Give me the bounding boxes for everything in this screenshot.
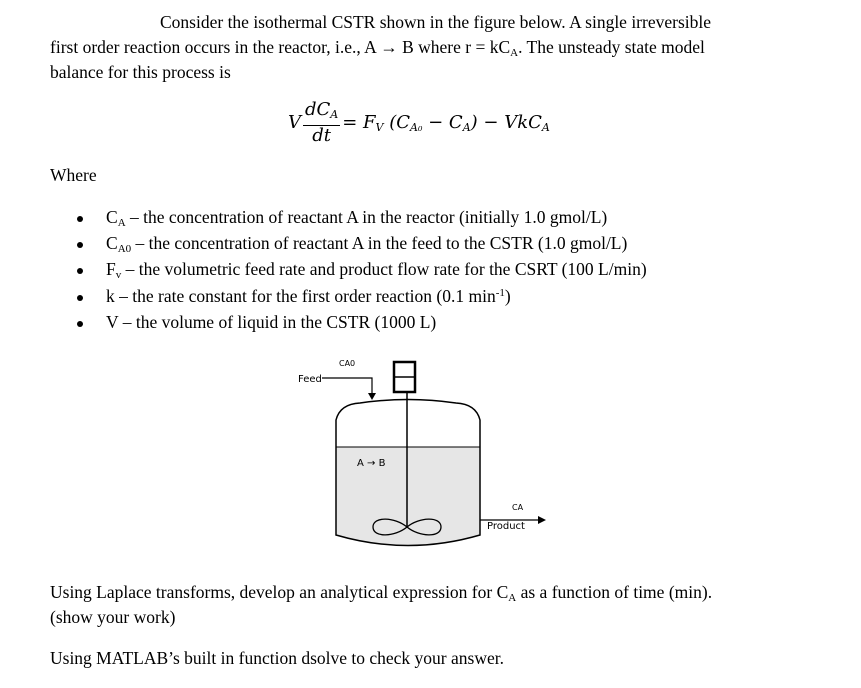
subscript: A: [330, 108, 339, 121]
feed-arrow-icon: [368, 393, 376, 400]
question-text: as a function of time (min).: [516, 582, 713, 602]
subscript: A0: [117, 243, 132, 255]
symbol: C: [106, 233, 118, 253]
symbol: k: [106, 286, 115, 306]
product-concentration-label: CA: [512, 503, 524, 512]
feed-label: Feed: [298, 374, 322, 385]
eq-text: dC: [305, 99, 331, 120]
product-label: Product: [487, 521, 525, 532]
feed-concentration-label: CA0: [339, 359, 356, 368]
symbol: F: [106, 259, 116, 279]
product-arrow-icon: [538, 516, 546, 524]
bullet-text: – the volumetric feed rate and product flow rate for the CSRT (100 L/min): [121, 259, 647, 279]
subscript: A: [541, 121, 550, 134]
superscript: -1: [495, 287, 505, 299]
feed-line: [322, 378, 372, 394]
subscript: v: [115, 269, 122, 281]
bullet-text: ): [504, 286, 511, 306]
fraction-denominator: dt: [312, 125, 331, 146]
eq-text: (C: [383, 112, 411, 133]
bullet-text: – the concentration of reactant A in the reactor (initially 1.0 gmol/L): [125, 207, 608, 227]
intro-line-3: balance for this process is: [50, 62, 231, 82]
eq-text: − C: [422, 112, 463, 133]
eq-volume: V: [288, 112, 301, 133]
question-text: Using Laplace transforms, develop an analytical expression for C: [50, 582, 509, 602]
subscript: A₀: [410, 121, 423, 134]
eq-text: ) − VkC: [470, 112, 542, 133]
intro-text: . The unsteady state model: [518, 37, 705, 57]
bullet-text: – the volume of liquid in the CSTR (1000 L): [118, 312, 437, 332]
subscript: V: [375, 121, 384, 134]
question-2: Using MATLAB’s built in function dsolve to check your answer.: [50, 648, 504, 668]
subscript: A: [462, 121, 471, 134]
bullet-text: – the rate constant for the first order reaction (0.1 min: [114, 286, 496, 306]
subscript: A: [117, 217, 126, 229]
eq-text: = F: [342, 112, 376, 133]
subscript: A: [508, 592, 517, 604]
symbol: C: [106, 207, 118, 227]
where-label: Where: [50, 165, 97, 185]
symbol: V: [106, 312, 119, 332]
intro-line-1: Consider the isothermal CSTR shown in the figure below. A single irreversible: [160, 12, 712, 32]
reaction-label: A → B: [357, 458, 386, 469]
question-1-note: (show your work): [50, 607, 176, 627]
question-1: [50, 582, 712, 604]
subscript: A: [510, 47, 519, 59]
bullet-text: – the concentration of reactant A in the feed to the CSTR (1.0 gmol/L): [131, 233, 628, 253]
intro-text: first order reaction occurs in the reactor, i.e., A → B where r = kC: [50, 37, 511, 57]
